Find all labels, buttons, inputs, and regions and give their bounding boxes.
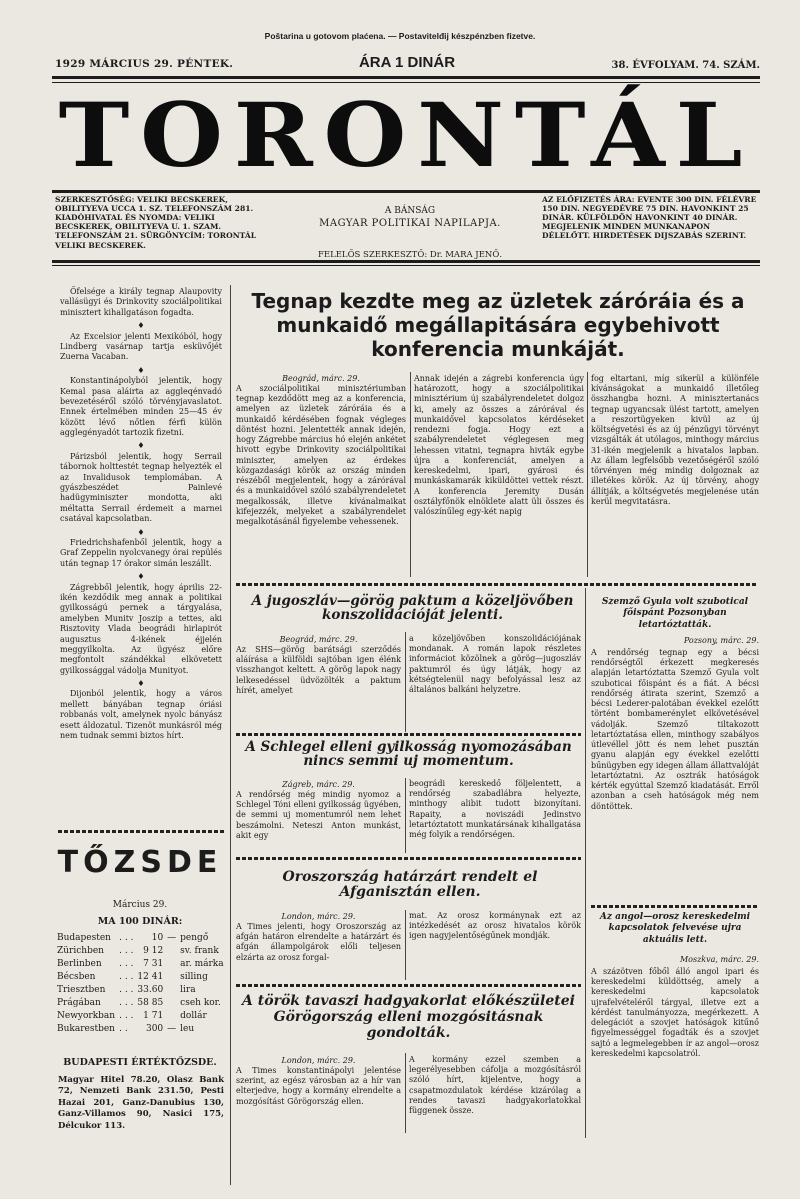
brief-item: Az Excelsior jelenti Mexikóból, hogy Lindberg vasárnap tartja esküvőjét Zuerna Vacaban. [60,331,222,362]
section-divider [591,905,759,908]
masthead-bottom-rule [52,190,760,193]
section-divider [236,733,581,736]
schlegel-dateline: Zágreb, márc. 29. [282,780,355,789]
column-divider [585,588,586,1138]
rate-row: Bécsben . . . 12 41 silling [57,972,208,983]
tozsde-title: TŐZSDE [57,845,223,880]
rate-row: Zürichben . . . 9 12 sv. frank [57,946,219,957]
editor-line: FELELŐS SZERKESZTŐ: Dr. MARA JENŐ. [317,250,503,260]
rate-row: Berlinben . . . 7 31 ar. márka [57,959,224,970]
issue-date: 1929 MÁRCIUS 29. PÉNTEK. [55,58,234,70]
szemzo-headline: Szemző Gyula volt szubotical főispánt Pozsonyban letartóztatták. [601,597,749,630]
torok-headline: A török tavaszi hadgyakorlat előkészületei Görögország elleni mozgósitásnak gondolták. [242,993,575,1042]
exchange-rate-table [55,932,226,1036]
column-divider [405,1053,406,1133]
paktum-col-2: a közeljövőben konszolidációjának mondanak. A román lapok részletes informáciot közölnek a görög—jugoszláv paktumról és úgy látják, hogy az kétségtelenül nagy befolyással lesz az általános balkáni helyzetre. [409,634,581,695]
issue-volume: 38. ÉVFOLYAM. 74. SZÁM. [611,60,760,71]
tozsde-sub: MA 100 DINÁR: [97,916,183,927]
newspaper-title: TORONTÁL [58,83,754,187]
column-divider [410,372,411,577]
paktum-headline: A jugoszláv—görög paktum a közeljövőben konszolidációját jelenti. [251,593,574,624]
torok-dateline: London, márc. 29. [281,1056,356,1065]
issue-price: ÁRA 1 DINÁR [358,54,456,71]
rate-row: Prágában . . . 58 85 cseh kor. [57,998,221,1009]
header-bottom-rule-thin [52,265,760,266]
header-bottom-rule [52,260,760,263]
brief-item: Őfelsége a király tegnap Alaupovity vallásügyi és Drinkovity szociálpolitikai minisztert kihallgatáson fogadta. [60,287,222,317]
rate-row: Triesztben . . . 33.60 lira [57,985,196,996]
column-divider [405,778,406,853]
brief-item: Párizsból jelentik, hogy Serrail tábornok holttestét tegnap helyezték el az Invalidusok templomában. A gyászbeszédet Painlevé hadügyminiszter mondotta, aki méltatta Serrail érdemeit a marnei csatával kapcsolatban. [60,451,222,524]
masthead-top-rule [52,76,760,79]
torok-col-2: A kormány ezzel szemben a legerélyesebben cáfolja a mozgósításról szóló hírt, kijelentve, hogy a csapatmozdulatok kérdése kizárólag a rendes tavaszi hadgyakorlatokkal függenek össze. [409,1055,581,1116]
top-notice: Poštarina u gotovom plaćena. — Postavitelđij készpénzben fizetve. [264,31,536,41]
main-col-2: Annak idején a zágrebi konferencia úgy határozott, hogy a szociálpolitikai minisztérium új szabályrendeletet dolgoz ki, amely az összes a zárórával és munkaidővel kapcsolatos kérdéseket rendezni fogja. Hogy ezt a szabályrendeletet véglegesen meg lehessen vitatni, tegnapra hivták egybe újra a konferenciát, amelyen a kereskedelmi, ipari, gyárosi és munkáskamarák kiküldöttei vettek részt. A konferencia Jeremity Dusán osztályfőnök elnöklete alatt üli összes és valószínűleg egy-két napig [414,374,584,517]
rate-row: Budapesten . . . 10 — pengő [57,933,209,943]
section-divider [236,857,581,860]
brief-item: Friedrichshafenből jelentik, hogy a Graf Zeppelin nyolcvanegy órai repülés után tegnap 17 órakor simán leszállt. [60,537,222,568]
rate-row: Bukarestben . . 300 — leu [57,1024,195,1035]
rate-row: Newyorkban . . . 1 71 dollár [57,1011,207,1022]
news-briefs: Őfelsége a király tegnap Alaupovity vallásügyi és Drinkovity szociálpolitikai minisztert kihallgatáson fogadta. ♦ Az Excelsior jelenti Mexikóból, hogy Lindberg vasárnap tartja esküvőjét Zuerna Vacaban. ♦ Konstantinápolyból jelentik, hogy Kemal pasa aláirta az aggleqénvadó bevezetéséről szóló törvényjavaslatot. Ennek értelmében minden 25—45 év között lévő nőtlen férfi külön agglegényadót tartozik fizetni. ♦ Párizsból jelentik, hogy Serrail tábornok holttestét tegnap helyezték el az Invalidusok templomában. A gyászbeszédet Painlevé hadügyminiszter mondotta, aki méltatta Serrail érdemeit a marnei csatával kapcsolatban. ♦ Friedrichshafenből jelentik, hogy a Graf Zeppelin nyolcvanegy órai repülés után tegnap 17 órakor simán leszállt. ♦ Zágrebből jelentik, hogy április 22-ikén kezdődik meg annak a politikai gyilkosságú pernek a tárgyalása, amelyben Munitv Joszip a tettes, aki Risztovity Vlada beográdi hirlapirót augusztus 4-ikének éjjelén meggyilkolta. Az ügyész előre megfontolt szándékkal elkövetett gyilkossággal vádolja Munityot. ♦ Dijonból jelentik, hogy a város mellett bányában tegnap óriási robbanás volt, amelynek nyolc bányász esett áldozatul. Tizenöt munkásról még nem tudnak semmi biztos hírt. [60,287,222,741]
afgan-headline: Oroszország határzárt rendelt el Afganisztán ellen. [282,869,538,900]
budapest-title: BUDAPESTI ÉRTÉKTŐZSDE. [63,1057,217,1068]
szemzo-dateline: Pozsony, márc. 29. [683,636,759,645]
brief-item: Konstantinápolyból jelentik, hogy Kemal pasa aláirta az aggleqénvadó bevezetéséről szóló törvényjavaslatot. Ennek értelmében minden 25—45 év között lévő nőtlen férfi külön agglegényadót tartozik fizetni. [60,376,222,438]
budapest-text: Magyar Hitel 78.20, Olasz Bank 72, Nemzeti Bank 231.50, Pesti Hazai 201, Ganz-Danubius 130, Ganz-Villamos 90, Nasici 175, Délcukor 113. [58,1075,224,1131]
editorial-info: SZERKESZTŐSÉG: VELIKI BECSKEREK, OBILITYEVA UCCA 1. SZ. TELEFONSZÁM 281. KIADÓHIVATAL ÉS NYOMDA: VELIKI BECSKEREK, OBILITYEVA U. 1. SZAM. TELEFONSZÁM 21. SÜRGÖNYCÍM: TORONTÁL VELIKI BECSKEREK. [55,195,257,250]
angol-text: A százötven főből álló angol ipari és kereskedelmi küldöttség, amely a kereskedelmi kapcsolatok ujrafelvételéről tárgyal, illetve ezt a kérdést tanulmányozza, megérkezett. A delegációt a szovjet hatóságok kitűnő figyelmességgel fogadták és a szovjet sajtó a legmelegebben ír az angol—orosz kereskedelmi kapcsolatról. [591,967,759,1058]
schlegel-headline: A Schlegel elleni gyilkosság nyomozásában nincs semmi uj momentum. [245,739,572,770]
afgan-col-1: A Times jelenti, hogy Oroszország az afgán határon elrendelte a határzárt és afgán állampolgárok előli teljesen elzárta az orosz forgal- [236,922,401,962]
main-col-1: A szociálpolitikai minisztériumban tegnap kezdődött meg az a konferencia, amelyen az üzletek záróráia és a munkaidő kérdésében fognak végleges döntést hozni. Jelentették annak idején, hogy Zágrebbe március hó elején ankétet hivott egybe Drinkovity szociálpolitikai miniszter, amelyen az érdekes közgazdasági körök az ország minden részéből megjelentek, hogy a zárórával és a munkaidővel szóló szabályrendeletet megalkossák, illetve kívánalmaikat kifejezzék, melyeket a szabályrendelet megalkotásánál figyelembe vehessenek. [236,384,406,527]
main-headline: Tegnap kezdte meg az üzletek záróráia és a munkaidő megállapitására egybehivott konferencia munkáját. [251,289,745,361]
szemzo-text: A rendőrség tegnap egy a bécsi rendőrségtől érkezett megkeresés alapján letartóztatta Szemző Gyula volt szuboticai főispánt és a fiát. A bécsi rendőrség átirata szerint, Szemző a bécsi Lederer-palotában évekkel ezelőtt történt bombamerénylet elkövetésével vádolják. Szemző tiltakozott letartóztatása ellen, minthogy szabályos útlevéllel jött és nem lehet pusztán gyanu alapján egy évekkel ezelőtti bűnügyben egy idegen állam állattvalóját letartóztatni. Az osztrák hatóságok kérték egyúttal Szemző kiadatását. Erről azonban a cseh hatóságok még nem döntöttek. [591,648,759,811]
subscription-info: AZ ELŐFIZETÉS ÁRA: EVENTE 300 DIN. FÉLÉVRE 150 DIN. NEGYEDÉVRE 75 DIN. HAVONKINT 25 DINÁR. KÜLFÖLDÖN HAVONKINT 40 DINÁR. MEGJELENIK MINDEN MUNKANAPON DÉLELŐTT. HIRDETÉSEK DIJSZABÁS SZERINT. [542,195,757,241]
column-divider [405,910,406,980]
afgan-col-2: mat. Az orosz kormánynak ezt az intézkedését az orosz hivatalos körök igen nagyjelentőségűnek mondják. [409,911,581,941]
angol-headline: Az angol—orosz kereskedelmi kapcsolatok felvevése ujra aktuális lett. [599,912,751,945]
afgan-dateline: London, márc. 29. [281,912,356,921]
schlegel-col-1: A rendőrség még mindig nyomoz a Schlegel Tóni elleni gyilkosság ügyében, de semmi uj momentumról nem lehet beszámolni. Neteszi Anton munkást, akit egy [236,790,401,840]
column-divider [230,285,231,1185]
section-divider [236,583,758,586]
column-divider [405,632,406,732]
schlegel-col-2: beográdi kereskedő följelentett, a rendőrség szabadlábra helyezte, minthogy alibit tudott bizonyítani. Rapaity, a noviszádi Jedinstvo letartóztatott munkatársának kihallgatása még folyik a rendőrségen. [409,779,581,840]
main-col-3: fog eltartani, míg sikerül a különféle kívánságokat a munkaidő illetőleg összhangba hozni. A minisztertanács tegnap ugyancsak ülést tartott, amelyen a reszortügyeken kivül az új költségvetési és az új pénzügyi törvényt vizsgálták át utólagos, minthogy március 31-ikén megjelenik a hivatalos lapban. Az állam legfelsőbb vezetőségéről szóló törvényen még mindig dolgoznak az illetékes körök. Az új törvény, ahogy állítják, a költségvetés megjelenése után kerül megvitatásra. [591,374,759,506]
brief-item: Dijonból jelentik, hogy a város mellett bányában tegnap óriási robbanás volt, amelynek nyolc bányász esett áldozatul. Tizenöt munkásról még nem tudnak semmi biztos hírt. [60,689,222,741]
left-divider [58,830,224,833]
paktum-col-1: Az SHS—görög barátsági szerződés aláírása a külföldi sajtóban igen élénk visszhangot keltett. A görög lapok nagy lelkesedéssel üdvözölték a paktum hírét, amelyet [236,645,401,695]
brief-item: Zágrebből jelentik, hogy április 22-ikén kezdődik meg annak a politikai gyilkosságú pernek a tárgyalása, amelyben Munitv Joszip a tettes, aki Risztovity Vlada beográdi hirlapirót augusztus 4-ikének éjjelén meggyilkolta. Az ügyész előre megfontolt szándékkal elkövetett gyilkossággal vádolja Munityot. [60,582,222,675]
paktum-dateline: Beográd, márc. 29. [279,635,358,644]
torok-col-1: A Times konstantinápolyi jelentése szerint, az egész városban az a hír van elterjedve, hogy a kormány elrendelte a mozgósítást Görögország ellen. [236,1066,401,1106]
paper-subtitle: MAGYAR POLITIKAI NAPILAPJA. [319,218,501,229]
tozsde-date: Március 29. [112,900,168,910]
banat-label: A BÁNSÁG [384,206,436,216]
section-divider [236,984,581,987]
column-divider [587,372,588,577]
angol-dateline: Moszkva, márc. 29. [679,955,759,964]
main-dateline: Beográd, márc. 29. [282,374,360,383]
